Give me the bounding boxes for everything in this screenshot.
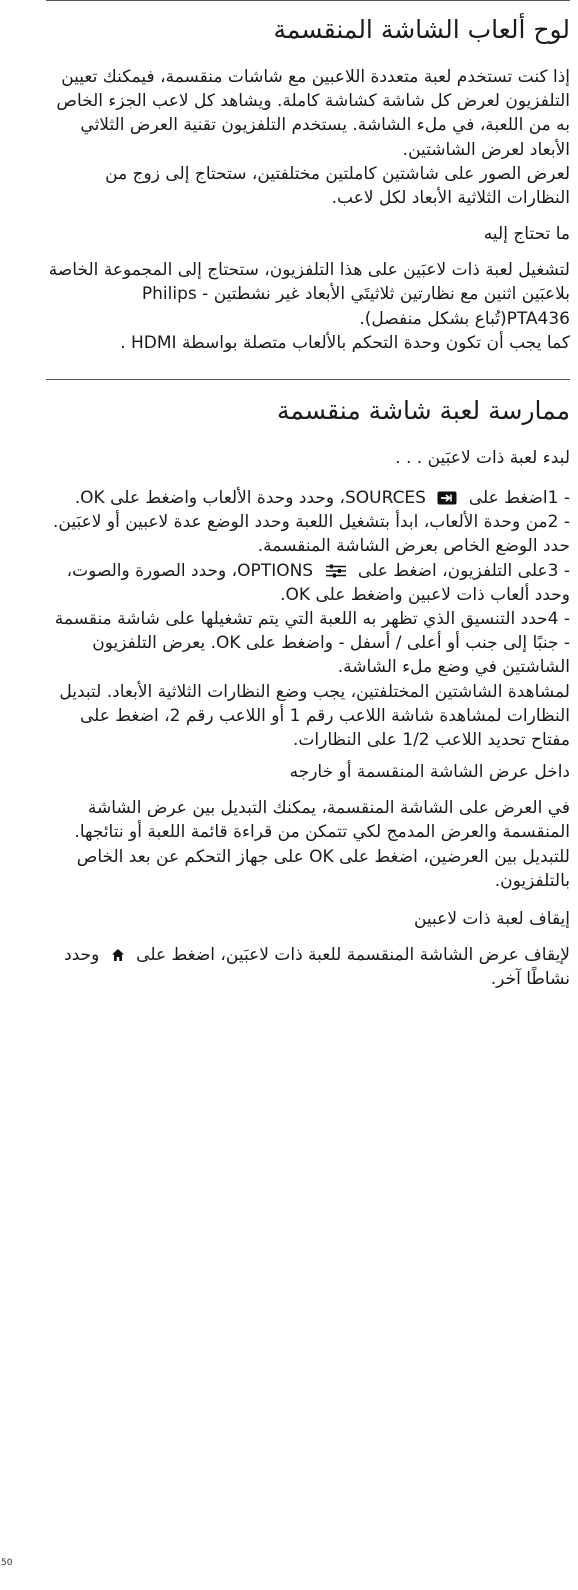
need-product-code: Philips PTA436 bbox=[141, 284, 570, 329]
intro-paragraph-2: لعرض الصور على شاشتين كاملتين مختلفتين، ستحتاج إلى زوج من النظارات الثلاثية الأبعاد لكل لاعب. bbox=[105, 163, 570, 209]
need-paragraph bbox=[46, 258, 570, 331]
options-label: OPTIONS bbox=[237, 560, 314, 581]
step-1 bbox=[46, 486, 570, 510]
ok-key-label: OK bbox=[285, 584, 311, 605]
home-icon bbox=[111, 948, 125, 962]
inout-paragraph-1: في العرض على الشاشة المنقسمة، يمكنك التبديل بين عرض الشاشة المنقسمة والعرض المدمج لكي تتمكن من قراءة قائمة اللعبة أو نتائجها. bbox=[74, 798, 570, 843]
step-2: - 2من وحدة الألعاب، ابدأ بتشغيل اللعبة وحدد الوضع عدة لاعبين أو لاعبَين. حدد الوضع الخاص بعرض الشاشة المنقسمة. bbox=[53, 512, 570, 557]
section-divider bbox=[46, 379, 570, 380]
need-hdmi-c: . bbox=[120, 332, 126, 353]
top-rule bbox=[46, 0, 570, 1]
inout-text-b: على جهاز التحكم عن بعد الخاص بالتلفزيون. bbox=[76, 846, 570, 891]
step-4-text-a: - 4حدد التنسيق الذي تظهر به اللعبة التي يتم تشغيلها على شاشة منقسمة - جنبًا إلى جنب أو أعلى / أسفل - واضغط على bbox=[54, 609, 570, 654]
step-4 bbox=[46, 607, 570, 680]
start-heading: لبدء لعبة ذات لاعبَين . . . bbox=[395, 448, 570, 469]
document-page bbox=[46, 0, 570, 991]
inout-paragraph-2 bbox=[46, 845, 570, 893]
options-icon bbox=[325, 564, 347, 578]
stop-heading: إيقاف لعبة ذات لاعبين bbox=[413, 909, 570, 930]
need-hdmi-a: كما يجب أن تكون وحدة التحكم بالألعاب متصلة بواسطة bbox=[181, 332, 570, 353]
ok-key-label: OK bbox=[215, 633, 241, 654]
stop-text-b: وحدد نشاطًا آخر. bbox=[64, 945, 570, 990]
stop-paragraph bbox=[46, 943, 570, 991]
step-3-text-d: . bbox=[280, 584, 286, 605]
step-1-text-e: . bbox=[74, 488, 81, 509]
step-3 bbox=[46, 559, 570, 607]
step-1-text-c: ، وحدد وحدة الألعاب واضغط bbox=[145, 488, 345, 509]
intro-paragraph-1: إذا كنت تستخدم لعبة متعددة اللاعبين مع شاشات منقسمة، فيمكنك تعيين التلفزيون لعرض كل شاشة كشاشة كاملة. ويشاهد كل لاعب الجزء الخاص به من اللعبة، في ملء الشاشة. يستخدم التلفزيون تقنية العرض الثلاثي الأبعاد لعرض الشاشتين. bbox=[56, 67, 570, 160]
stop-text-a: لإيقاف عرض الشاشة المنقسمة للعبة ذات لاعبَين، اضغط على bbox=[136, 945, 570, 966]
section-title-gamepad-split: لوح ألعاب الشاشة المنقسمة bbox=[273, 15, 570, 44]
inout-heading: داخل عرض الشاشة المنقسمة أو خارجه bbox=[289, 762, 570, 783]
need-text: لتشغيل لعبة ذات لاعبَين على هذا التلفزيون، ستحتاج إلى المجموعة الخاصة بلاعبَين اثنين مع نظارتين ثلاثيتَي الأبعاد غير نشطتين bbox=[48, 260, 570, 305]
section-title-play-split: ممارسة لعبة شاشة منقسمة bbox=[276, 396, 570, 426]
sources-icon bbox=[437, 491, 457, 505]
page-number: 50 bbox=[1, 1558, 13, 1568]
need-heading: ما تحتاج إليه bbox=[483, 224, 570, 245]
inout-text-a: للتبديل بين العرضين، اضغط على bbox=[339, 846, 570, 867]
sources-label: SOURCES bbox=[344, 488, 426, 509]
step-1-text-d: على bbox=[110, 488, 141, 509]
glasses-paragraph: لمشاهدة الشاشتين المختلفتين، يجب وضع النظارات الثلاثية الأبعاد. لتبديل النظارات لمشاهدة شاشة اللاعب رقم 1 أو اللاعب رقم 2، اضغط على مفتاح تحديد اللاعب 1/2 على النظارات. bbox=[59, 681, 570, 751]
hdmi-term: HDMI bbox=[131, 332, 177, 353]
step-4-text-b: . يعرض التلفزيون الشاشتين في وضع ملء الشاشة. bbox=[92, 633, 570, 678]
need-product-suffix: (تُباع بشكل منفصل). bbox=[359, 308, 507, 329]
need-product-prefix: - bbox=[196, 284, 209, 305]
step-3-text-c: ، وحدد الصورة والصوت، وحدد ألعاب ذات لاعبين واضغط على bbox=[66, 560, 570, 605]
ok-key-label: OK bbox=[309, 846, 334, 867]
ok-key-label: OK bbox=[80, 488, 105, 509]
need-hdmi-paragraph bbox=[46, 331, 570, 355]
step-3-text-a: - 3على التلفزيون، اضغط على bbox=[357, 560, 570, 581]
step-1-text-a: - 1اضغط على bbox=[468, 488, 570, 509]
